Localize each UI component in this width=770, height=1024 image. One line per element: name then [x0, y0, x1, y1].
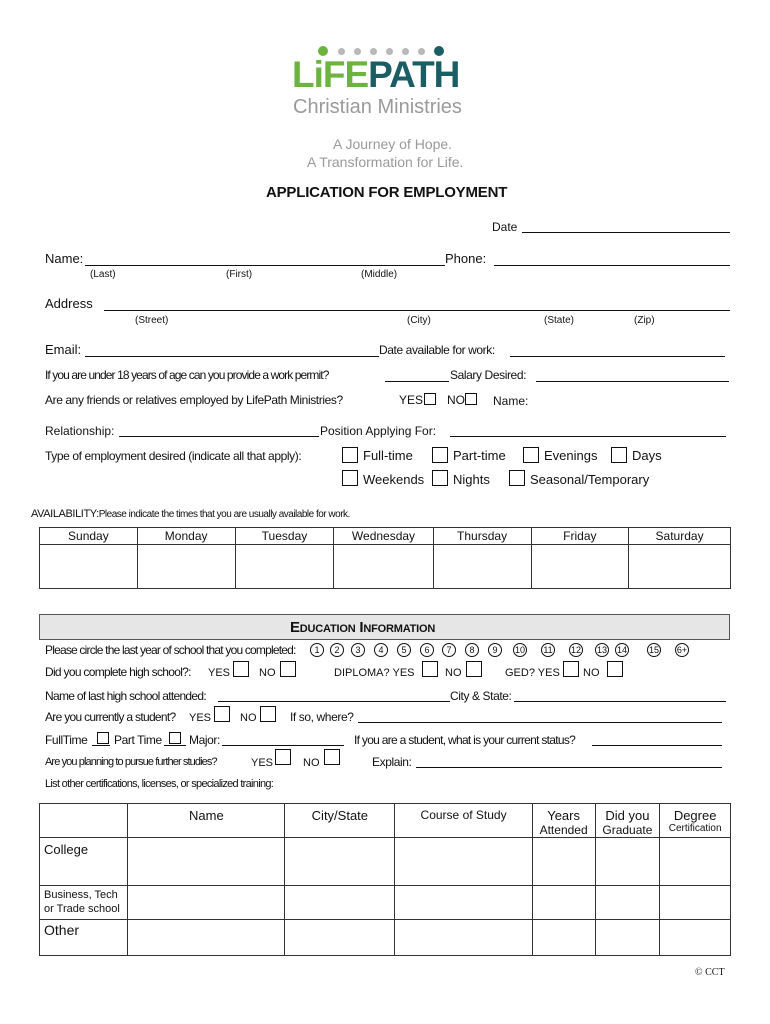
year-13[interactable]: 13 — [596, 645, 607, 655]
year-1[interactable]: 1 — [310, 643, 324, 657]
highschool-question: Did you complete high school?: — [45, 665, 191, 679]
edu-cell[interactable] — [532, 886, 595, 920]
further-yes-checkbox[interactable] — [275, 749, 291, 765]
hs-yes-label: YES — [208, 667, 231, 679]
year-2[interactable]: 2 — [330, 643, 344, 657]
major-field[interactable] — [222, 745, 344, 746]
edu-cell[interactable] — [285, 920, 395, 956]
edu-cell[interactable] — [532, 920, 595, 956]
copyright: © CCT — [695, 967, 725, 978]
explain-field[interactable] — [416, 767, 722, 768]
relatives-label: Are any friends or relatives employed by LifePath Ministries? — [45, 393, 343, 407]
weekends-checkbox[interactable] — [342, 470, 358, 486]
addr-street-hint: (Street) — [135, 315, 169, 326]
circle-year-label: Please circle the last year of school that you completed: — [45, 643, 296, 657]
fulltime-label: Full-time — [363, 448, 413, 463]
under18-label: If you are under 18 years of age can you provide a work permit? — [45, 368, 329, 382]
explain-label: Explain: — [372, 755, 412, 769]
evenings-label: Evenings — [544, 448, 598, 463]
name-field[interactable] — [85, 265, 445, 266]
avail-cell-sunday[interactable] — [40, 545, 138, 589]
edu-row-other: Other — [40, 920, 128, 956]
avail-cell-friday[interactable] — [531, 545, 629, 589]
logo-tagline-1: A Journey of Hope. — [333, 136, 453, 152]
day-tuesday: Tuesday — [235, 528, 334, 545]
address-field[interactable] — [104, 310, 730, 311]
parttime-student-checkbox[interactable] — [169, 732, 181, 744]
email-field[interactable] — [85, 356, 379, 357]
hs-no-label: NO — [259, 667, 276, 679]
day-sunday: Sunday — [40, 528, 138, 545]
addr-state-hint: (State) — [544, 315, 575, 326]
diploma-no-checkbox[interactable] — [466, 661, 482, 677]
addr-zip-hint: (Zip) — [634, 315, 655, 326]
edu-cell[interactable] — [595, 838, 660, 886]
avail-cell-monday[interactable] — [137, 545, 235, 589]
ged-no-checkbox[interactable] — [607, 661, 623, 677]
year-11[interactable]: 11 — [541, 643, 555, 657]
email-label: Email: — [45, 342, 82, 357]
further-studies-question: Are you planning to pursue further studies? — [45, 756, 217, 768]
phone-label: Phone: — [445, 251, 487, 266]
year-14[interactable]: 14 — [616, 645, 627, 655]
diploma-yes-checkbox[interactable] — [422, 661, 438, 677]
further-yes-label: YES — [251, 757, 274, 769]
date-label: Date — [492, 220, 518, 234]
certifications-label: List other certifications, licenses, or specialized training: — [45, 778, 274, 790]
edu-col-city-state: City/State — [285, 804, 395, 838]
phone-field[interactable] — [494, 265, 730, 266]
availability-title: AVAILABILITY: — [31, 508, 99, 520]
date-field[interactable] — [522, 232, 730, 233]
avail-cell-wednesday[interactable] — [334, 545, 433, 589]
student-question: Are you currently a student? — [45, 710, 176, 724]
edu-cell[interactable] — [128, 838, 285, 886]
student-yes-checkbox[interactable] — [214, 706, 230, 722]
education-table — [39, 803, 731, 956]
edu-cell[interactable] — [395, 886, 532, 920]
edu-col-course: Course of Study — [395, 804, 532, 838]
edu-cell[interactable] — [395, 920, 532, 956]
seasonal-label: Seasonal/Temporary — [530, 472, 650, 487]
logo-wordmark — [292, 54, 459, 96]
day-monday: Monday — [137, 528, 235, 545]
edu-corner-cell — [40, 804, 128, 838]
address-label: Address — [45, 296, 93, 311]
student-yes-label: YES — [189, 712, 212, 724]
days-checkbox[interactable] — [611, 447, 627, 463]
logo-life: LiFE — [292, 54, 369, 95]
salary-label: Salary Desired: — [450, 368, 527, 382]
ged-label: GED? YES — [505, 667, 560, 679]
if-so-where-field[interactable] — [358, 722, 722, 723]
parttime-label: Part-time — [453, 448, 506, 463]
logo-subtitle: Christian Ministries — [293, 96, 462, 118]
diploma-label: DIPLOMA? YES — [334, 667, 415, 679]
position-label: Position Applying For: — [320, 424, 437, 438]
ged-no-label: NO — [583, 667, 600, 679]
evenings-checkbox[interactable] — [523, 447, 539, 463]
relatives-name-label: Name: — [493, 394, 529, 408]
edu-row-business-line1: Business, Tech — [44, 889, 118, 901]
edu-cell[interactable] — [660, 838, 731, 886]
form-title: APPLICATION FOR EMPLOYMENT — [266, 184, 508, 201]
student-status-field[interactable] — [592, 745, 722, 746]
edu-cell[interactable] — [660, 920, 731, 956]
day-saturday: Saturday — [629, 528, 731, 545]
name-label: Name: — [45, 251, 84, 266]
availability-heading — [31, 507, 350, 522]
year-3[interactable]: 3 — [351, 643, 365, 657]
availability-note: Please indicate the times that you are usually available for work. — [98, 509, 350, 520]
education-heading: Education Information — [290, 619, 436, 636]
edu-col-degree-line1: Degree — [673, 808, 717, 823]
edu-cell[interactable] — [285, 886, 395, 920]
name-first-hint: (First) — [226, 269, 253, 280]
fulltime-student-field[interactable] — [92, 745, 110, 746]
availability-table — [39, 527, 731, 589]
edu-row-college: College — [40, 838, 128, 886]
day-thursday: Thursday — [433, 528, 531, 545]
year-12[interactable]: 12 — [570, 645, 581, 655]
seasonal-checkbox[interactable] — [509, 470, 525, 486]
parttime-student-field[interactable] — [164, 745, 186, 746]
days-label: Days — [632, 448, 662, 463]
year-7[interactable]: 7 — [442, 643, 456, 657]
edu-col-graduate-line1: Did you — [605, 808, 650, 823]
edu-col-years — [532, 804, 595, 838]
relationship-label: Relationship: — [45, 424, 115, 438]
hs-no-checkbox[interactable] — [280, 661, 296, 677]
year-15[interactable]: 15 — [648, 645, 659, 655]
year-8[interactable]: 8 — [465, 643, 479, 657]
fulltime-student-label: FullTime — [45, 733, 88, 747]
weekends-label: Weekends — [363, 472, 425, 487]
avail-cell-tuesday[interactable] — [235, 545, 334, 589]
parttime-checkbox[interactable] — [432, 447, 448, 463]
fulltime-checkbox[interactable] — [342, 447, 358, 463]
edu-col-graduate-line2: Graduate — [602, 823, 653, 837]
year-6[interactable]: 6 — [420, 643, 434, 657]
logo-tagline-2: A Transformation for Life. — [307, 154, 464, 170]
edu-col-name: Name — [128, 804, 285, 838]
student-no-checkbox[interactable] — [260, 706, 276, 722]
edu-col-graduate — [595, 804, 660, 838]
edu-col-years-line2: Attended — [539, 823, 588, 837]
date-available-label: Date available for work: — [379, 343, 495, 357]
employment-type-label: Type of employment desired (indicate all that apply): — [45, 449, 302, 463]
avail-cell-saturday[interactable] — [629, 545, 731, 589]
hs-yes-checkbox[interactable] — [233, 661, 249, 677]
day-wednesday: Wednesday — [334, 528, 433, 545]
major-label: Major: — [189, 733, 220, 747]
diploma-no-label: NO — [445, 667, 462, 679]
relatives-no-checkbox[interactable] — [465, 393, 477, 405]
date-available-field[interactable] — [510, 356, 725, 357]
hs-city-state-field[interactable] — [514, 701, 726, 702]
parttime-student-label: Part Time — [114, 733, 162, 747]
nights-checkbox[interactable] — [432, 470, 448, 486]
student-no-label: NO — [240, 712, 257, 724]
logo-path: PATH — [368, 54, 460, 95]
edu-row-business — [40, 886, 128, 920]
edu-cell[interactable] — [660, 886, 731, 920]
hs-name-field[interactable] — [218, 701, 450, 702]
year-4[interactable]: 4 — [374, 643, 388, 657]
edu-cell[interactable] — [532, 838, 595, 886]
year-6-plus[interactable]: 6+ — [676, 645, 688, 655]
relationship-field[interactable] — [119, 436, 319, 437]
edu-row-business-line2: or Trade school — [44, 903, 120, 915]
hs-city-state-label: City & State: — [450, 689, 512, 703]
avail-cell-thursday[interactable] — [433, 545, 531, 589]
name-middle-hint: (Middle) — [361, 269, 398, 280]
edu-cell[interactable] — [285, 838, 395, 886]
edu-col-degree-line2: Certification — [668, 823, 722, 834]
relatives-no-label: NO — [447, 393, 465, 407]
further-no-label: NO — [303, 757, 320, 769]
student-status-label: If you are a student, what is your current status? — [354, 733, 576, 747]
edu-cell[interactable] — [128, 920, 285, 956]
relatives-yes-label: YES — [399, 393, 424, 407]
further-no-checkbox[interactable] — [324, 749, 340, 765]
year-5[interactable]: 5 — [397, 643, 411, 657]
edu-cell[interactable] — [595, 886, 660, 920]
edu-cell[interactable] — [595, 920, 660, 956]
ged-yes-checkbox[interactable] — [563, 661, 579, 677]
day-friday: Friday — [531, 528, 629, 545]
name-last-hint: (Last) — [90, 269, 116, 280]
education-banner — [39, 614, 730, 640]
hs-name-label: Name of last high school attended: — [45, 689, 206, 703]
year-10[interactable]: 10 — [514, 645, 525, 655]
if-so-where-label: If so, where? — [290, 710, 354, 724]
addr-city-hint: (City) — [407, 315, 431, 326]
edu-cell[interactable] — [395, 838, 532, 886]
salary-field[interactable] — [536, 381, 729, 382]
position-field[interactable] — [450, 436, 726, 437]
nights-label: Nights — [453, 472, 490, 487]
year-9[interactable]: 9 — [488, 643, 502, 657]
edu-col-years-line1: Years — [547, 808, 580, 823]
work-permit-field[interactable] — [385, 381, 449, 382]
fulltime-student-checkbox[interactable] — [97, 732, 109, 744]
edu-cell[interactable] — [128, 886, 285, 920]
relatives-yes-checkbox[interactable] — [424, 393, 436, 405]
edu-col-degree — [660, 804, 731, 838]
